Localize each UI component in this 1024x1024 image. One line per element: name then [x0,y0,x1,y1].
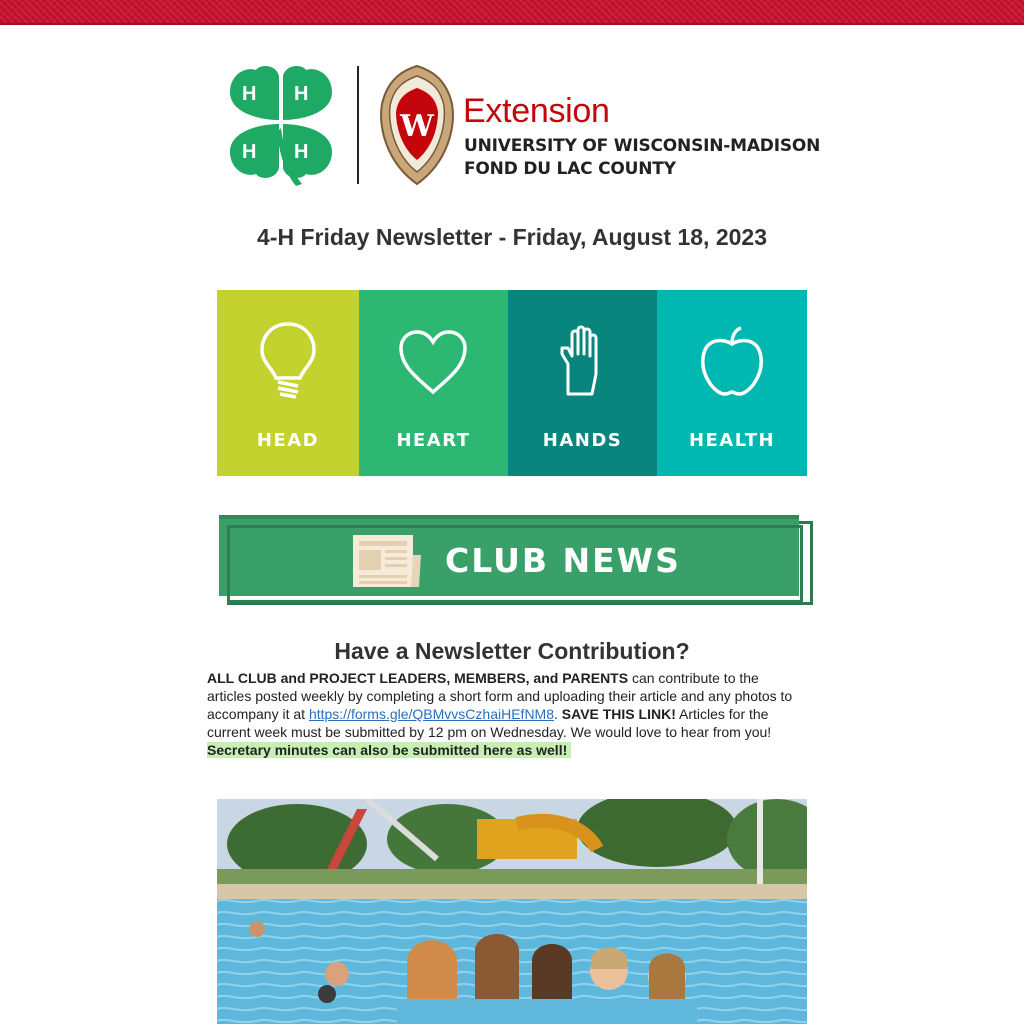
uw-crest-logo [378,64,456,186]
contribution-heading: Have a Newsletter Contribution? [334,638,690,664]
hand-icon [558,324,608,398]
top-banner-bar [0,0,1024,25]
contribution-text-1: can contribute to the articles posted weekly by completing a short form and uploading their article and any photos to accompany it at [207,670,793,722]
hands-label: HANDS [542,430,623,451]
head-label: HEAD [256,430,320,451]
contribution-lead: ALL CLUB and PROJECT LEADERS, MEMBERS, and PARENTS [207,670,629,686]
heart-label: HEART [396,430,471,451]
4h-clover-logo [222,62,340,187]
contribution-text-3: Articles for the current week must be submitted by 12 pm on Wednesday. We would love to hear from you! [207,706,772,740]
newspaper-icon [351,533,423,589]
county-name: FOND DU LAC COUNTY [464,159,676,179]
svg-text:H: H [242,83,257,105]
health-panel [657,290,807,476]
contribution-body [207,669,807,759]
newsletter-title: 4-H Friday Newsletter - Friday, August 18, 2023 [257,224,767,250]
health-label: HEALTH [688,430,776,451]
heart-icon [397,328,469,398]
club-news-banner [219,515,811,603]
secretary-minutes-note: Secretary minutes can also be submitted here as well! [207,742,571,758]
club-news-label: CLUB NEWS [445,541,681,580]
contribution-form-link[interactable]: https://forms.gle/QBMvvsCzhaiHEfNM8 [308,706,554,722]
contribution-text-2: . [554,706,562,722]
svg-text:W: W [400,109,434,144]
heart-panel [359,290,508,476]
save-link-notice: SAVE THIS LINK! [561,706,676,722]
header-logos [222,62,821,187]
logo-divider [357,66,359,184]
four-h-banner [217,290,807,476]
extension-title: Extension [463,92,610,130]
university-name: UNIVERSITY OF WISCONSIN-MADISON [464,136,821,156]
hands-panel [508,290,657,476]
svg-text:H: H [242,141,257,163]
svg-text:H: H [294,83,309,105]
lightbulb-icon [258,320,318,400]
apple-icon [699,326,765,398]
head-panel [217,290,359,476]
club-news-panel [219,515,799,596]
svg-text:H: H [294,141,309,163]
pool-group-photo [217,799,807,1024]
